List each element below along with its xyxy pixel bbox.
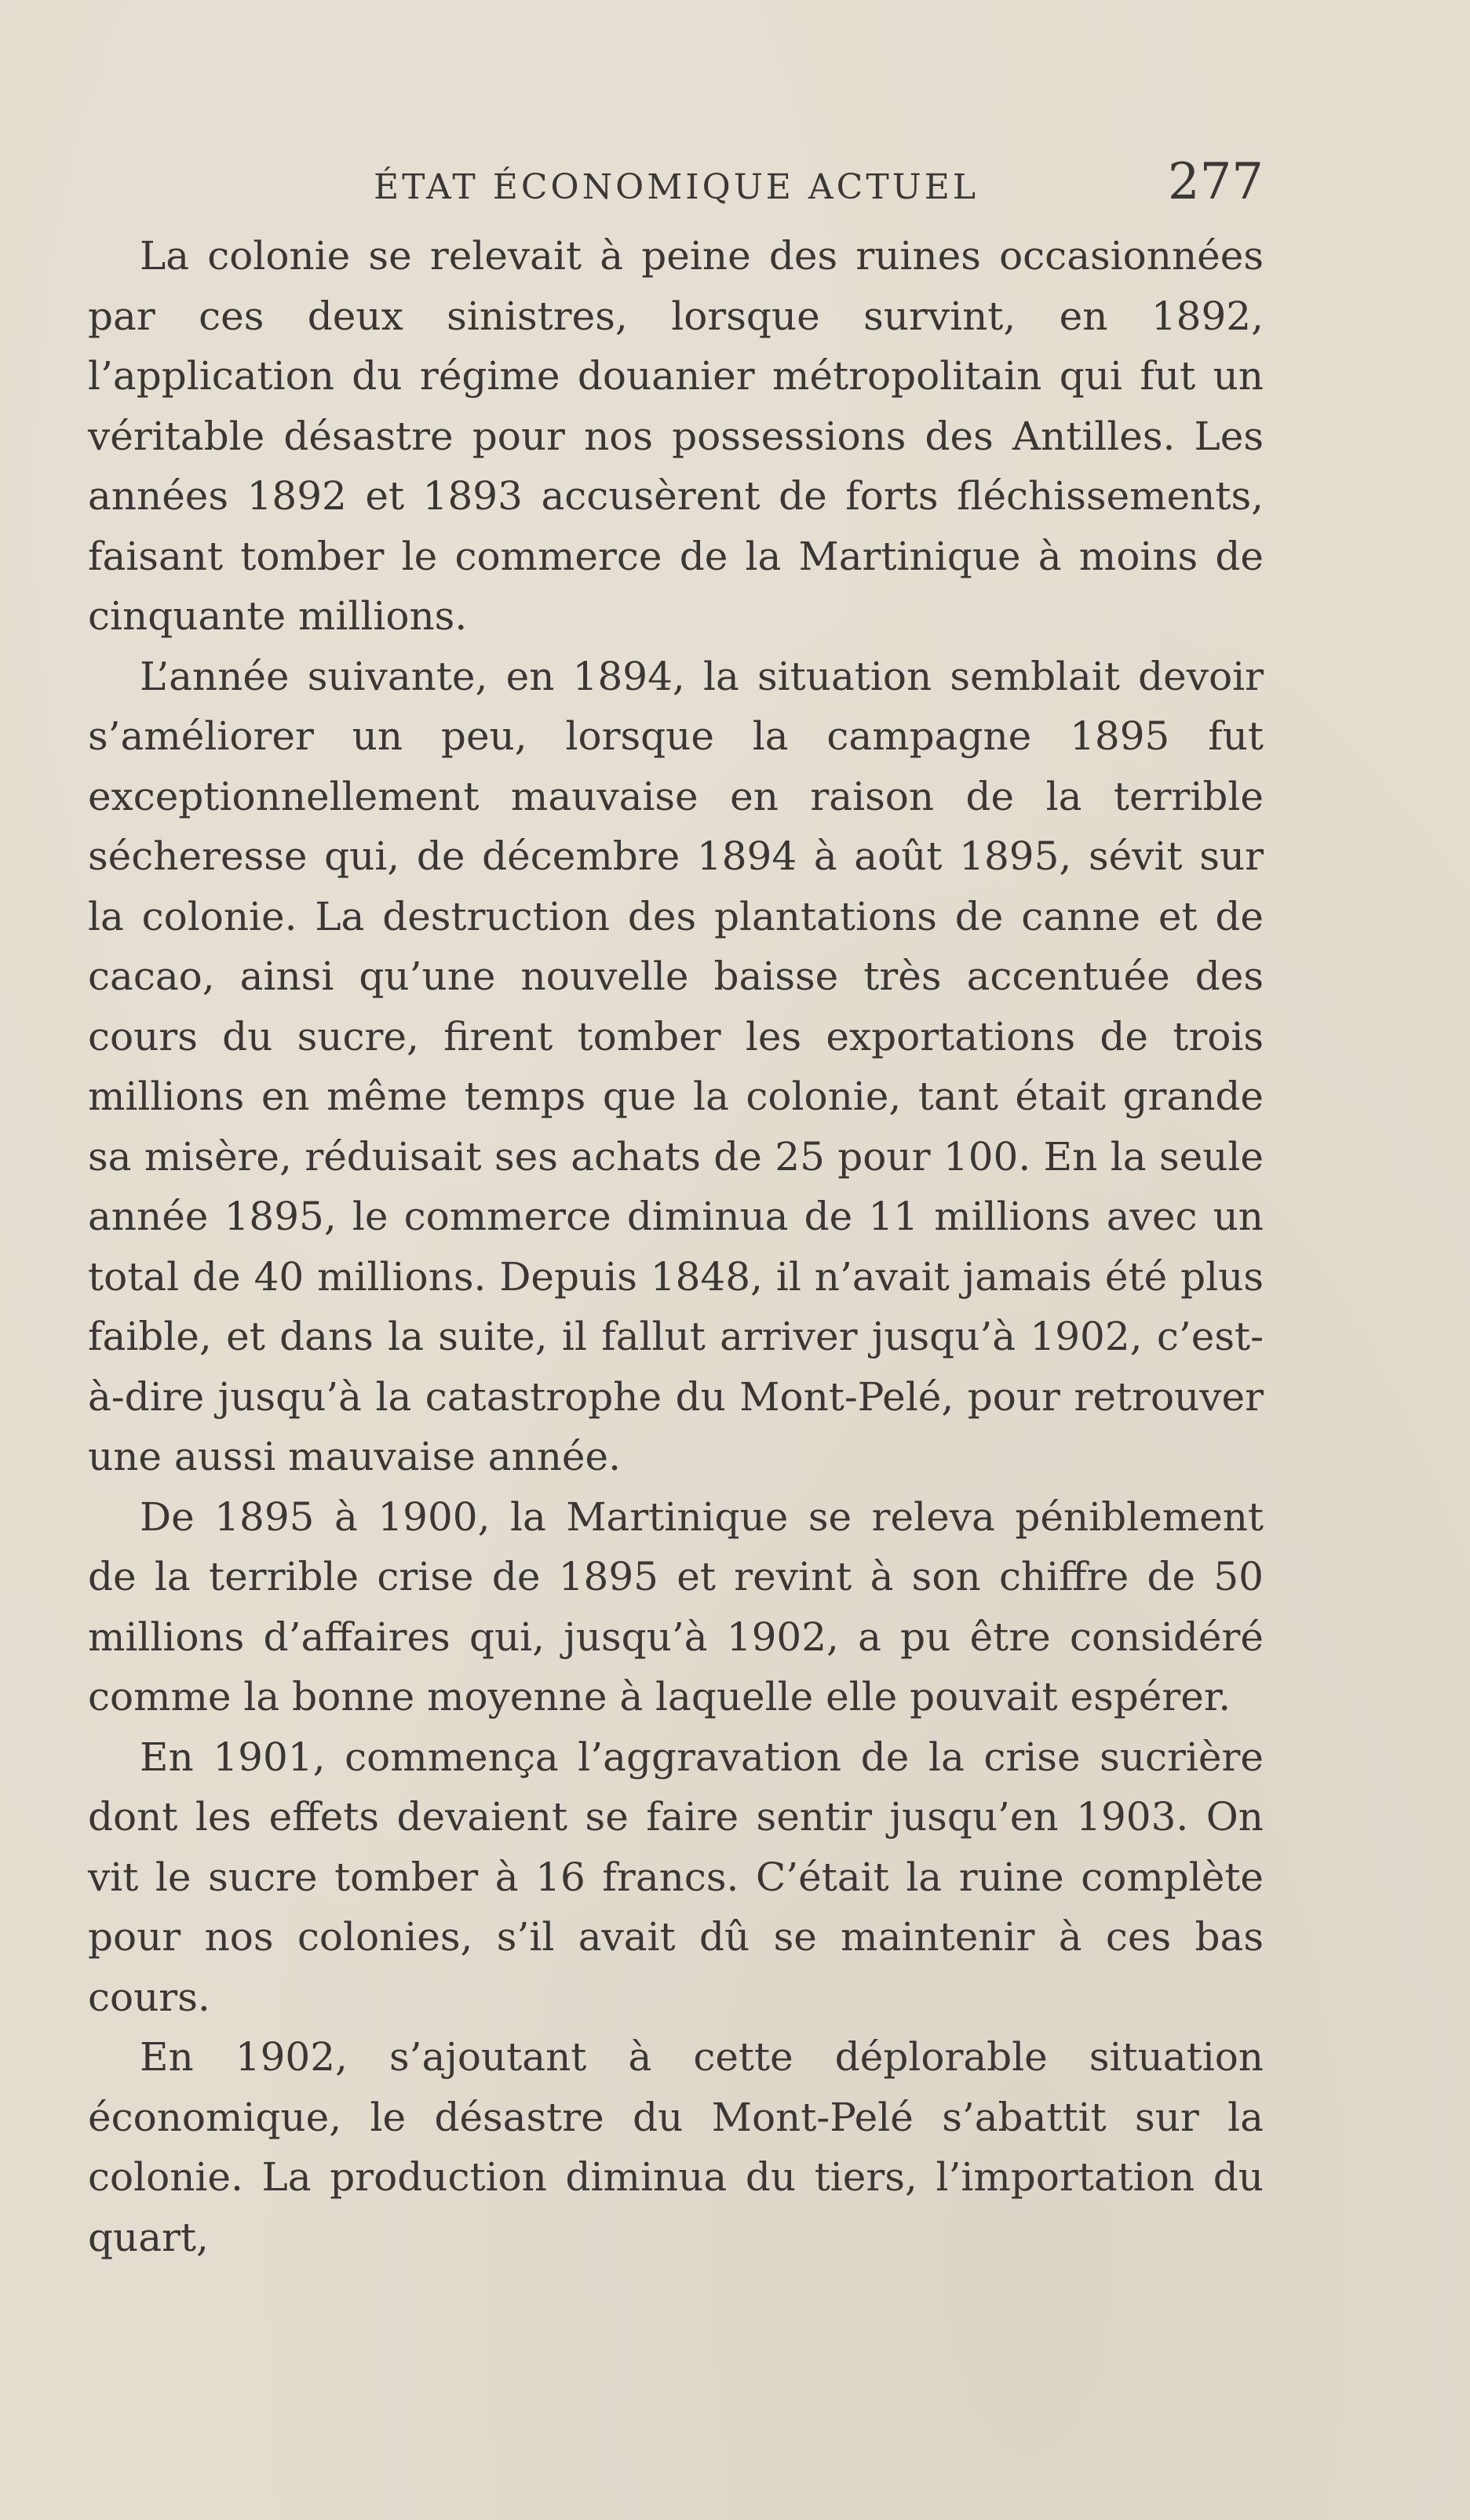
running-title: ÉTAT ÉCONOMIQUE ACTUEL (374, 167, 979, 207)
paragraph-1: La colonie se relevait à peine des ruines occasionnées par ces deux sinistres, lorsque survint, en 1892, l’application du régime douanier métropolitain qui fut un véritable désastre pour nos possessions des Antilles. Les années 1892 et 1893 accusèrent de forts fléchissements, faisant tomber le commerce de la Martinique à moins de cinquante millions. (88, 233, 1264, 639)
paragraph-3: De 1895 à 1900, la Martinique se releva péniblement de la terrible crise de 1895 et revint à son chiffre de 50 millions d’affaires qui, jusqu’à 1902, a pu être considéré comme la bonne moyenne à laquelle elle pouvait espérer. (88, 1493, 1264, 1720)
paragraph-5: En 1902, s’ajoutant à cette déplorable situation économique, le désastre du Mont-Pelé s’abattit sur la colonie. La production diminua du tiers, l’importation du quart, (88, 2034, 1264, 2260)
page-number: 277 (1167, 153, 1264, 211)
page-header (86, 153, 1264, 216)
paragraph-4: En 1901, commença l’aggravation de la crise sucrière dont les effets devaient se faire sentir jusqu’en 1903. On vit le sucre tomber à 16 francs. C’était la ruine complète pour nos colonies, s’il avait dû se maintenir à ces bas cours. (88, 1734, 1264, 2020)
paragraph-2: L’année suivante, en 1894, la situation semblait devoir s’améliorer un peu, lorsque la campagne 1895 fut exceptionnellement mauvaise en raison de la terrible sécheresse qui, de décembre 1894 à août 1895, sévit sur la colonie. La destruction des plantations de canne et de cacao, ainsi qu’une nouvelle baisse très accentuée des cours du sucre, firent tomber les exportations de trois millions en même temps que la colonie, tant était grande sa misère, réduisait ses achats de 25 pour 100. En la seule année 1895, le commerce diminua de 11 millions avec un total de 40 millions. Depuis 1848, il n’avait jamais été plus faible, et dans la suite, il fallut arriver jusqu’à 1902, c’est-à-dire jusqu’à la catastrophe du Mont-Pelé, pour retrouver une aussi mauvaise année. (88, 653, 1264, 1479)
body-text (88, 226, 1264, 2267)
